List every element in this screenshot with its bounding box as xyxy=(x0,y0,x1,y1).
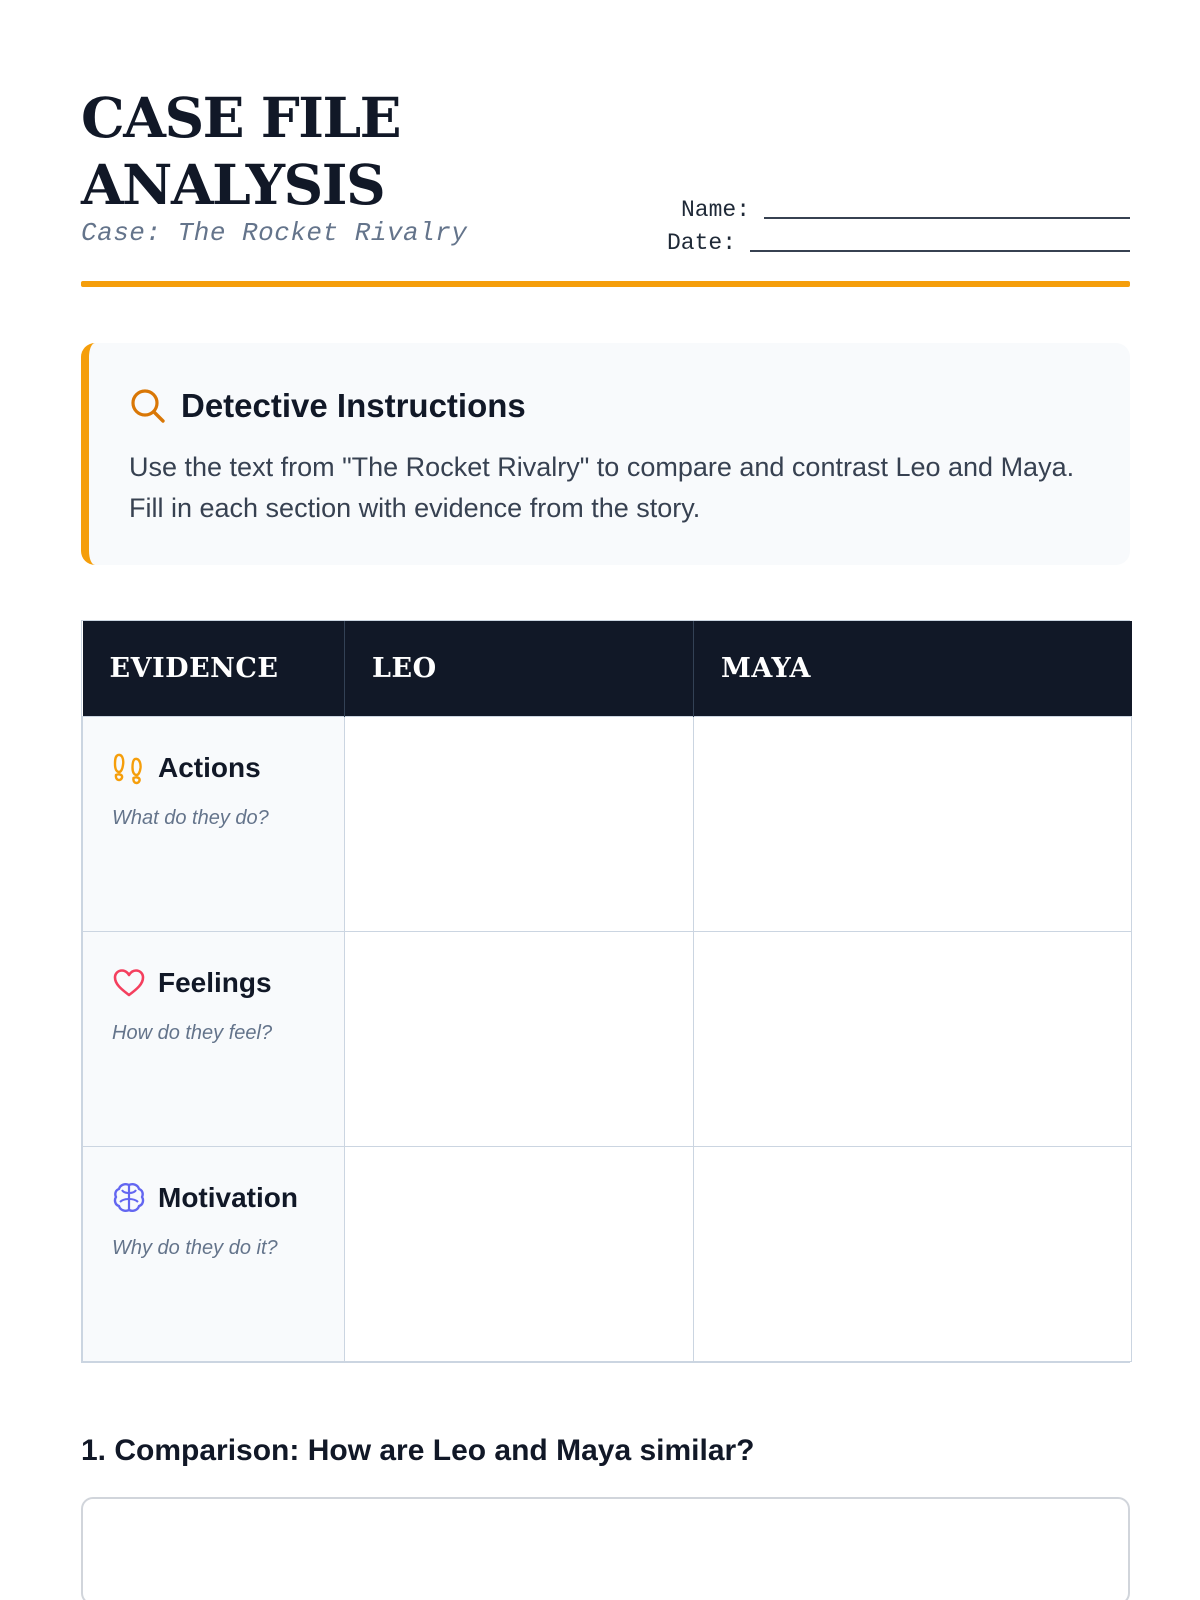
leo-feelings-cell[interactable] xyxy=(345,931,694,1146)
date-row xyxy=(660,223,1130,256)
instructions-text: Use the text from "The Rocket Rivalry" to compare and contrast Leo and Maya. Fill in each section with evidence from the story. xyxy=(129,452,1075,523)
row-subtitle-motivation: Why do they do it? xyxy=(112,1236,278,1259)
row-subtitle-feelings: How do they feel? xyxy=(112,1021,273,1044)
brain-icon xyxy=(112,1181,146,1215)
title-line-2: ANALYSIS xyxy=(81,152,385,217)
instructions-heading xyxy=(129,387,526,425)
evidence-table xyxy=(81,620,1130,1363)
worksheet-header xyxy=(81,0,1130,290)
column-header-leo: LEO xyxy=(345,621,694,716)
row-title-feelings: Feelings xyxy=(158,966,272,998)
maya-feelings-cell[interactable] xyxy=(694,931,1132,1146)
table-row-actions xyxy=(83,716,1132,931)
table-row-motivation xyxy=(83,1146,1132,1361)
table-header-row xyxy=(83,621,1132,716)
heart-icon xyxy=(112,966,146,1000)
case-subtitle: Case: The Rocket Rivalry xyxy=(81,218,468,248)
worksheet-page xyxy=(81,0,1130,1467)
question-1-answer-box[interactable] xyxy=(81,1497,1130,1600)
table-row-feelings xyxy=(83,931,1132,1146)
title-line-1: CASE FILE xyxy=(81,85,401,150)
date-label: Date: xyxy=(666,230,736,256)
row-title-motivation: Motivation xyxy=(158,1181,298,1213)
search-icon xyxy=(129,387,167,425)
name-label: Name: xyxy=(680,197,750,223)
leo-actions-cell[interactable] xyxy=(345,716,694,931)
leo-motivation-cell[interactable] xyxy=(345,1146,694,1361)
student-info xyxy=(660,190,1130,256)
maya-actions-cell[interactable] xyxy=(694,716,1132,931)
row-label-actions xyxy=(83,716,345,931)
footprints-icon xyxy=(112,751,146,785)
name-row xyxy=(660,190,1130,223)
row-label-motivation xyxy=(83,1146,345,1361)
page-title xyxy=(81,84,400,218)
date-field[interactable] xyxy=(750,230,1130,252)
row-title-actions: Actions xyxy=(158,751,261,783)
maya-motivation-cell[interactable] xyxy=(694,1146,1132,1361)
column-header-maya: MAYA xyxy=(694,621,1132,716)
question-1-label: 1. Comparison: How are Leo and Maya similar? xyxy=(81,1434,755,1467)
instructions-title: Detective Instructions xyxy=(181,387,526,424)
row-label-feelings xyxy=(83,931,345,1146)
column-header-evidence: EVIDENCE xyxy=(83,621,345,716)
row-subtitle-actions: What do they do? xyxy=(112,806,269,829)
instructions-panel xyxy=(81,343,1130,565)
name-field[interactable] xyxy=(764,197,1130,219)
header-divider xyxy=(81,281,1130,287)
